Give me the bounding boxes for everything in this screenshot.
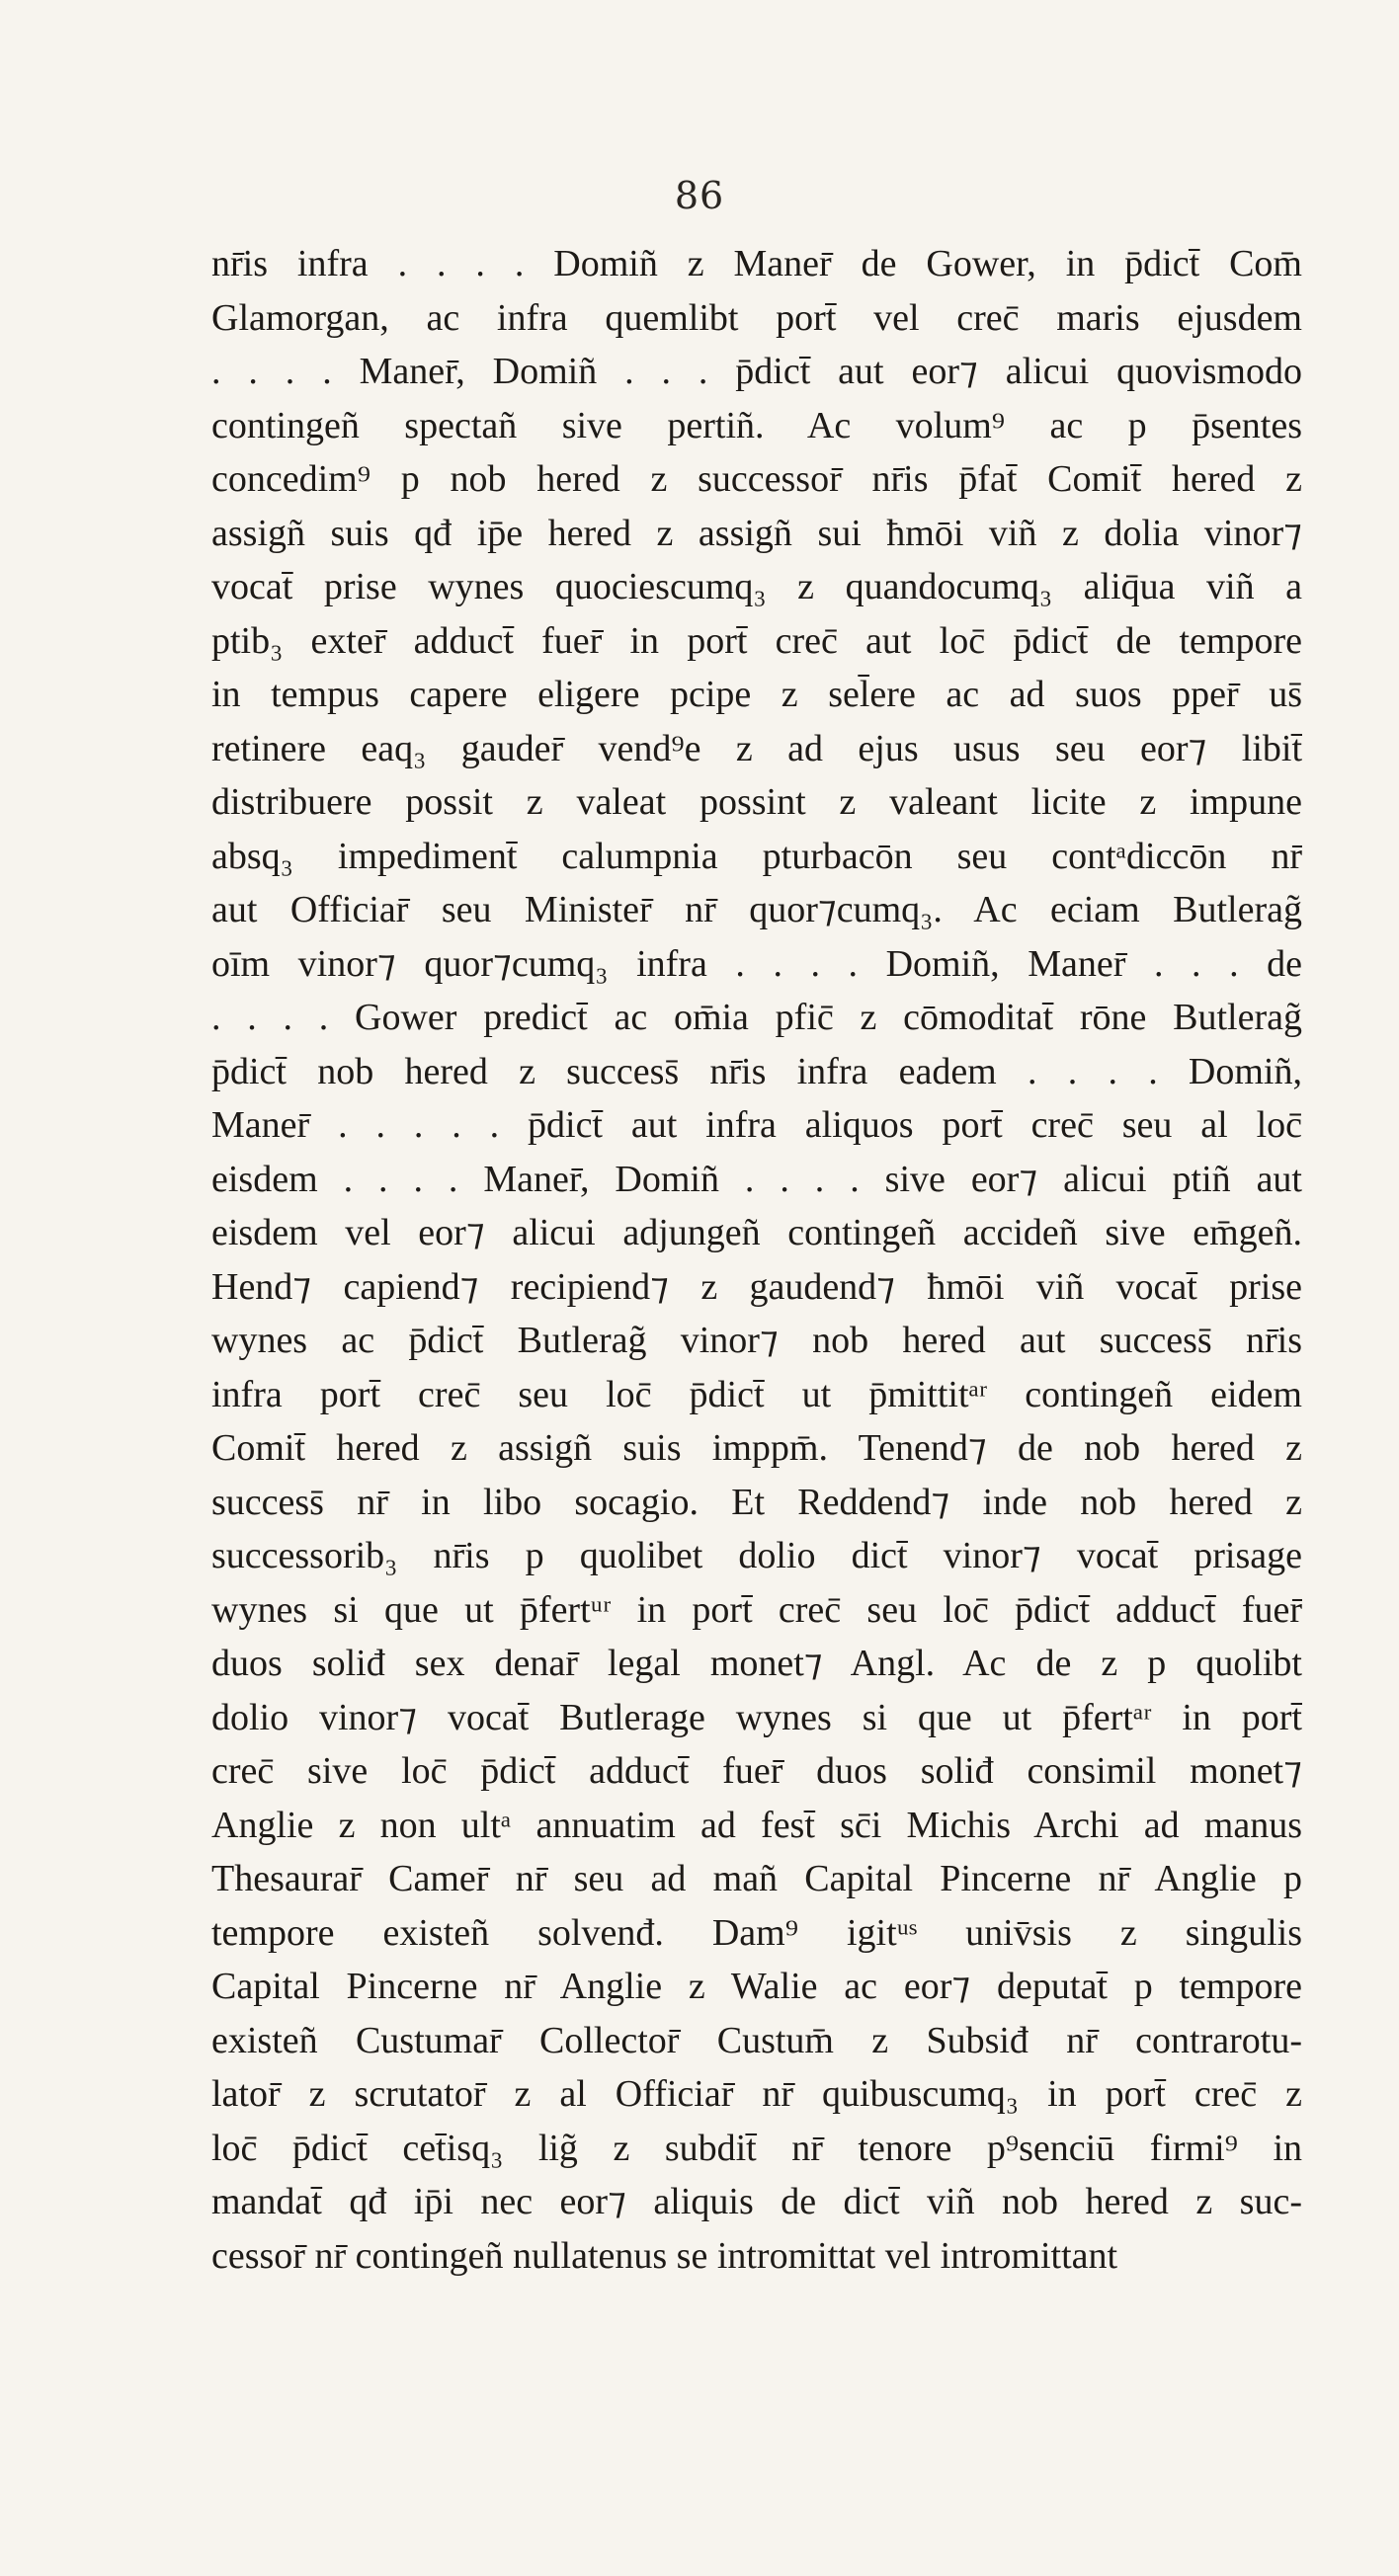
- text-line: oīm vinor⁊ quor⁊cumq₃ infra . . . . Domiñ, Maner̄ . . . de: [211, 942, 1302, 985]
- text-line: success̄ nr̄ in libo socagio. Et Reddend⁊ inde nob hered z: [211, 1481, 1302, 1523]
- text-line: tempore existeñ solvenđ. Dam⁹ igitᵘˢ univ̄sis z singulis: [211, 1911, 1302, 1954]
- text-line: successorib₃ nr̄is p quolibet dolio dict̄ vinor⁊ vocat̄ prisage: [211, 1535, 1302, 1576]
- text-line: vocat̄ prise wynes quociescumq₃ z quandocumq₃ aliq̄ua viñ a: [211, 566, 1302, 607]
- text-line: Thesaurar̄ Camer̄ nr̄ seu ad mañ Capital Pincerne nr̄ Anglie p: [211, 1858, 1302, 1899]
- text-line: infra port̄ crec̄ seu loc̄ p̄dict̄ ut p̄mittitᵃʳ contingeñ eidem: [211, 1373, 1302, 1415]
- text-line: in tempus capere eligere pcipe z sel̄ere ac ad suos pper̄ us̄: [211, 674, 1302, 715]
- text-line: wynes si que ut p̄fertᵘʳ in port̄ crec̄ seu loc̄ p̄dict̄ adduct̄ fuer̄: [211, 1588, 1302, 1631]
- text-line: concedim⁹ p nob hered z successor̄ nr̄is p̄fat̄ Comit̄ hered z: [211, 458, 1302, 500]
- text-line: Glamorgan, ac infra quemlibt port̄ vel crec̄ maris ejusdem: [211, 296, 1302, 339]
- text-line: mandat̄ qđ ip̄i nec eor⁊ aliquis de dict̄ viñ nob hered z suc-: [211, 2181, 1302, 2222]
- text-line: absq₃ impediment̄ calumpnia pturbacōn seu contᵃdiccōn nr̄: [211, 835, 1302, 877]
- text-line: retinere eaq₃ gauder̄ vend⁹e z ad ejus usus seu eor⁊ libit̄: [211, 727, 1302, 769]
- text-line: cessor̄ nr̄ contingeñ nullatenus se intromittat vel intromittant: [211, 2234, 1118, 2277]
- text-line: contingeñ spectañ sive pertiñ. Ac volum⁹ ac p p̄sentes: [211, 404, 1302, 446]
- text-line: distribuere possit z valeat possint z valeant licite z impune: [211, 781, 1302, 823]
- text-line: Anglie z non ultᵃ annuatim ad fest̄ sc̄i Michis Archi ad manus: [211, 1804, 1302, 1846]
- text-line: loc̄ p̄dict̄ cet̄isq₃ lig̃ z subdit̄ nr̄ tenore p⁹senciū firmi⁹ in: [211, 2127, 1302, 2169]
- text-line: . . . . Gower predict̄ ac om̄ia pfic̄ z cōmoditat̄ rōne Butlerag̃: [211, 997, 1302, 1038]
- text-line: Maner̄ . . . . . p̄dict̄ aut infra aliquos port̄ crec̄ seu al loc̄: [211, 1104, 1302, 1146]
- text-line: wynes ac p̄dict̄ Butlerag̃ vinor⁊ nob hered aut success̄ nr̄is: [211, 1320, 1302, 1361]
- text-line: dolio vinor⁊ vocat̄ Butlerage wynes si que ut p̄fertᵃʳ in port̄: [211, 1696, 1302, 1738]
- text-line: Capital Pincerne nr̄ Anglie z Walie ac eor⁊ deputat̄ p tempore: [211, 1966, 1302, 2007]
- text-line: p̄dict̄ nob hered z success̄ nr̄is infra eadem . . . . Domiñ,: [211, 1050, 1302, 1092]
- text-line: duos soliđ sex denar̄ legal monet⁊ Angl. Ac de z p quolibt: [211, 1643, 1302, 1684]
- text-line: . . . . Maner̄, Domiñ . . . p̄dict̄ aut eor⁊ alicui quovismodo: [211, 351, 1302, 392]
- text-line: Hend⁊ capiend⁊ recipiend⁊ z gaudend⁊ ħmōi viñ vocat̄ prise: [211, 1265, 1302, 1308]
- text-line: crec̄ sive loc̄ p̄dict̄ adduct̄ fuer̄ duos soliđ consimil monet⁊: [211, 1750, 1302, 1792]
- text-line: existeñ Custumar̄ Collector̄ Custum̄ z Subsiđ nr̄ contrarotu-: [211, 2019, 1302, 2061]
- text-line: ptib₃ exter̄ adduct̄ fuer̄ in port̄ crec̄ aut loc̄ p̄dict̄ de tempore: [211, 619, 1302, 662]
- page-number: 86: [674, 174, 725, 217]
- text-line: lator̄ z scrutator̄ z al Officiar̄ nr̄ quibuscumq₃ in port̄ crec̄ z: [211, 2073, 1302, 2115]
- body-text: [211, 237, 1302, 2283]
- text-line: eisdem . . . . Maner̄, Domiñ . . . . sive eor⁊ alicui ptiñ aut: [211, 1158, 1302, 1200]
- text-line: nr̄is infra . . . . Domiñ z Maner̄ de Gower, in p̄dict̄ Com̄: [211, 243, 1302, 284]
- text-line: eisdem vel eor⁊ alicui adjungeñ contingeñ accideñ sive em̄geñ.: [211, 1212, 1302, 1253]
- text-line: assigñ suis qđ ip̄e hered z assigñ sui ħmōi viñ z dolia vinor⁊: [211, 512, 1302, 554]
- text-line: Comit̄ hered z assigñ suis imppm̄. Tenend⁊ de nob hered z: [211, 1427, 1302, 1469]
- text-line: aut Officiar̄ seu Minister̄ nr̄ quor⁊cumq₃. Ac eciam Butlerag̃: [211, 889, 1302, 930]
